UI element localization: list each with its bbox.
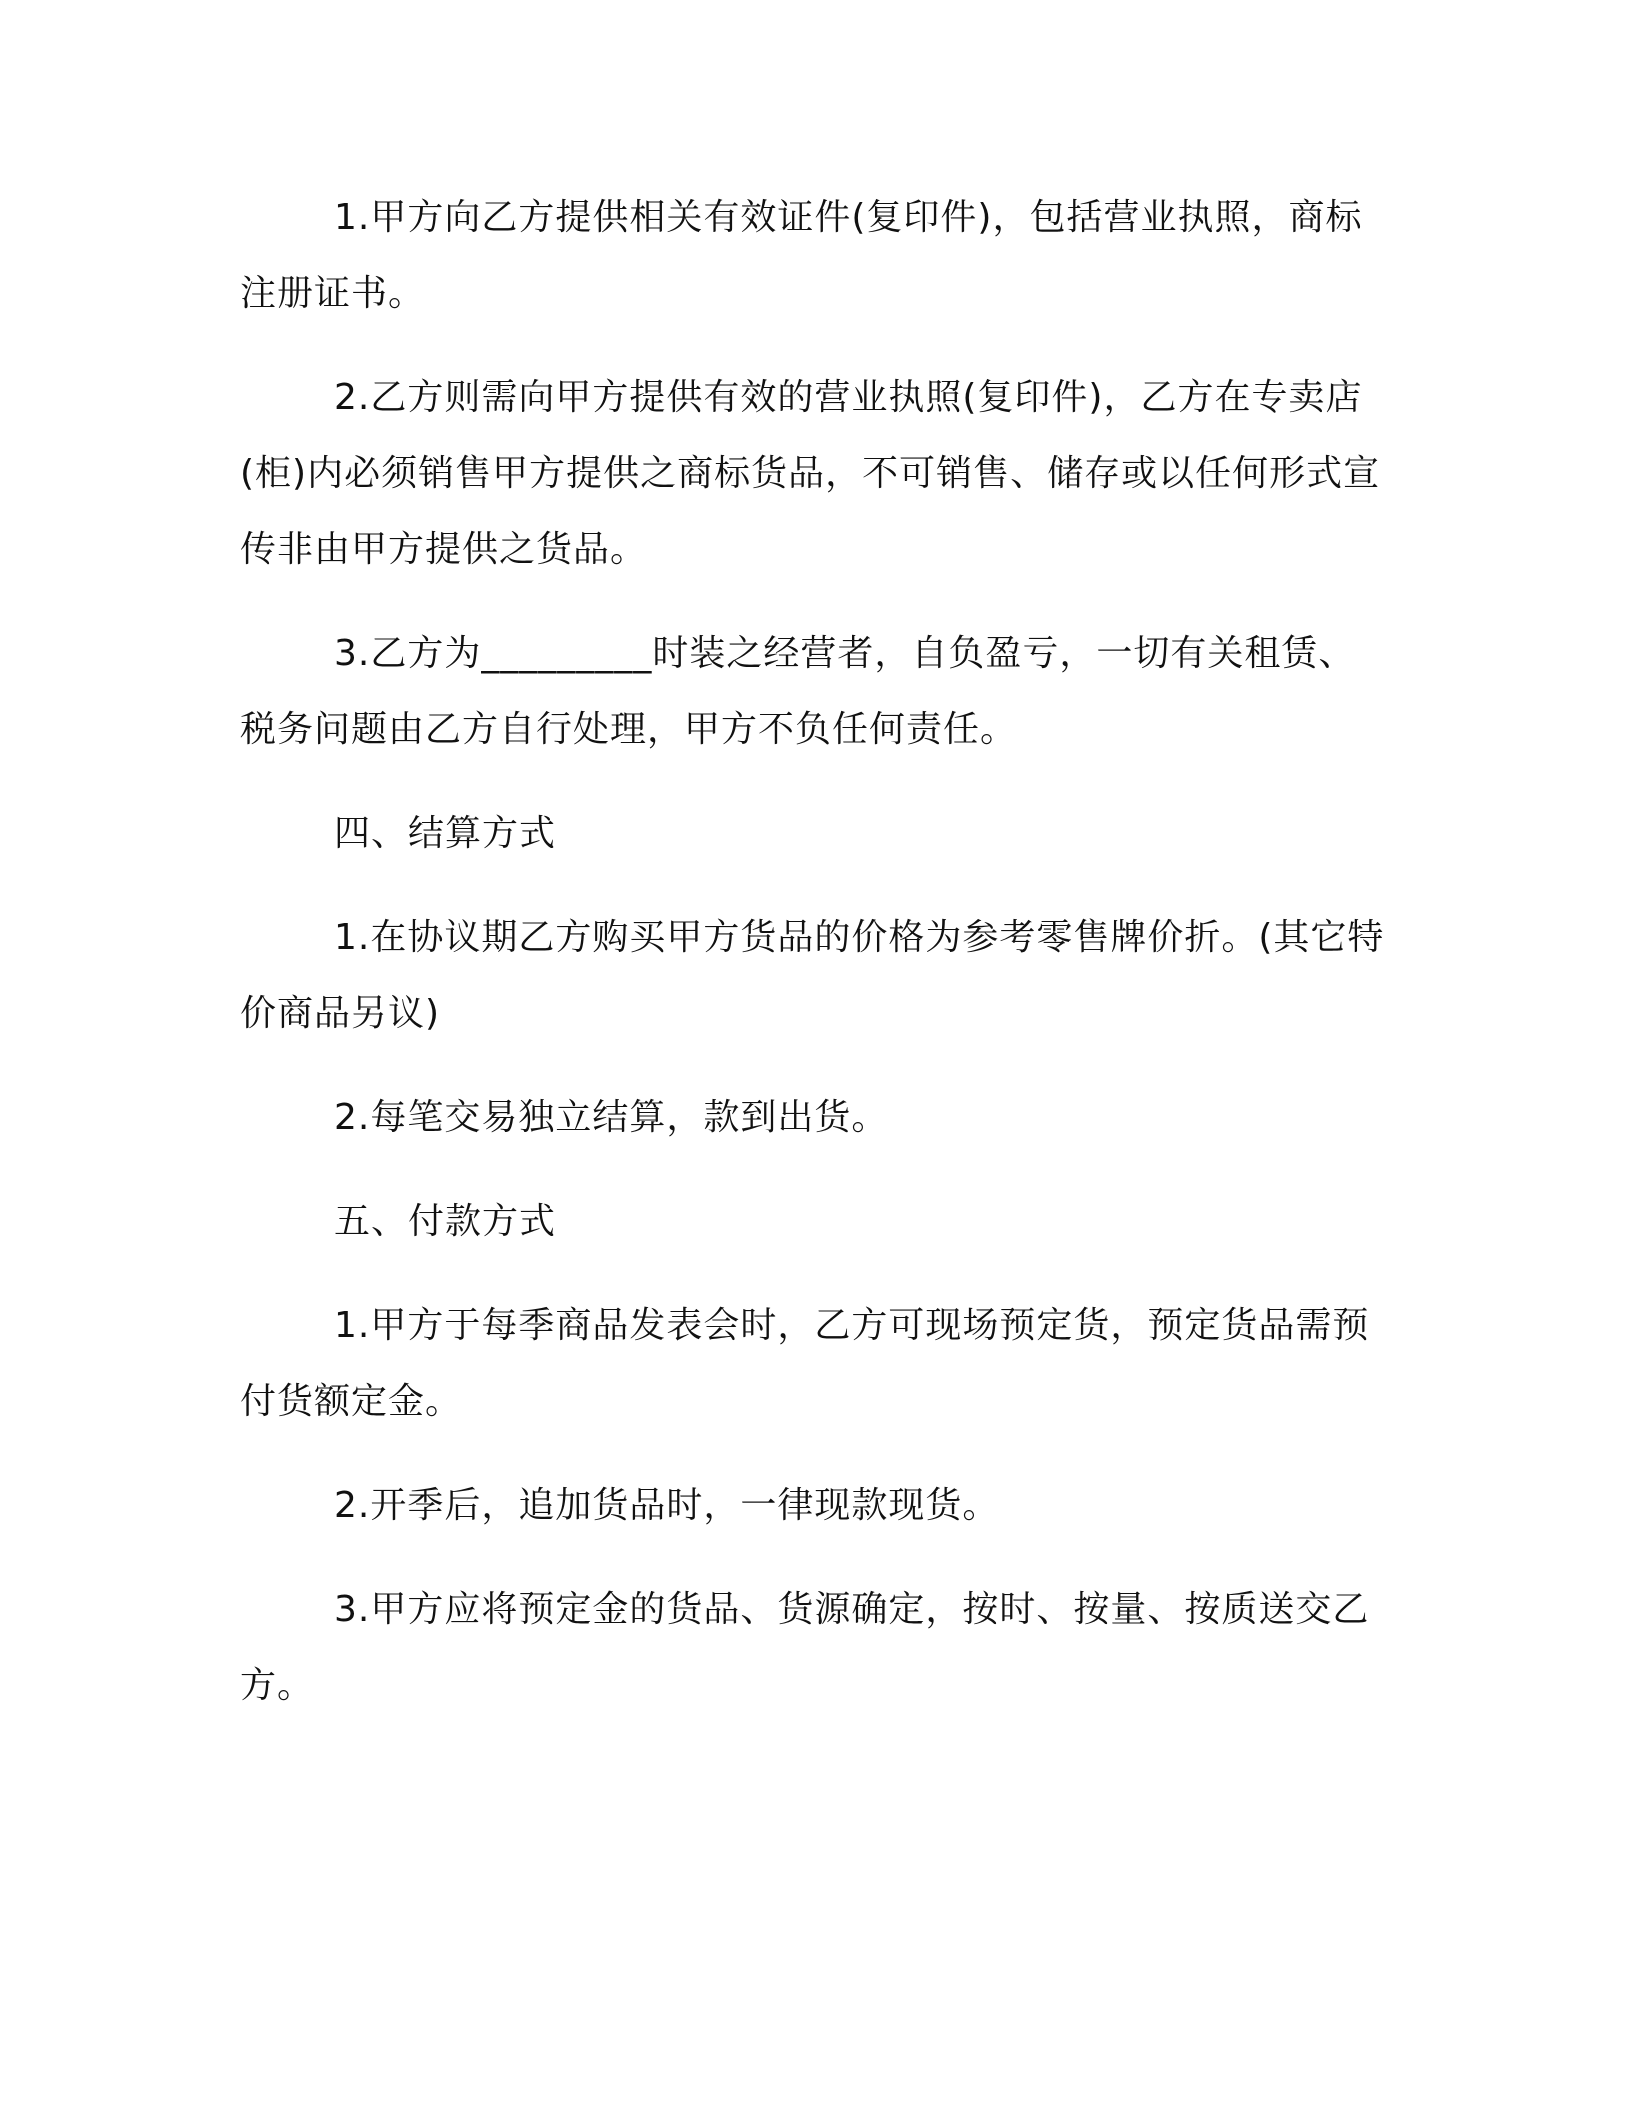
paragraph-gap [240,1052,1390,1080]
document-page [240,180,1390,1724]
paragraph-item: 2.每笔交易独立结算，款到出货。 [334,1097,889,1138]
paragraph-item: 2.开季后，追加货品时，一律现款现货。 [334,1485,1000,1526]
paragraph-item: 2.乙方则需向甲方提供有效的营业执照(复印件)，乙方在专卖店(柜)内必须销售甲方提供之商标货品，不可销售、储存或以任何形式宣传非由甲方提供之货品。 [240,377,1381,570]
paragraph-gap [240,1544,1390,1572]
paragraph-gap [240,1260,1390,1288]
paragraph-gap [240,332,1390,360]
paragraph-item: 1.在协议期乙方购买甲方货品的价格为参考零售牌价折。(其它特价商品另议) [240,917,1385,1034]
paragraph-item: 3.甲方应将预定金的货品、货源确定，按时、按量、按质送交乙方。 [240,1589,1370,1706]
paragraph-gap [240,1440,1390,1468]
paragraph-gap [240,1156,1390,1184]
section-heading: 五、付款方式 [334,1201,557,1242]
paragraph-item: 1.甲方向乙方提供相关有效证件(复印件)，包括营业执照，商标注册证书。 [240,197,1363,314]
paragraph-item: 3.乙方为_________时装之经营者，自负盈亏，一切有关租赁、税务问题由乙方自行处理，甲方不负任何责任。 [240,633,1356,750]
paragraph-item: 1.甲方于每季商品发表会时，乙方可现场预定货，预定货品需预付货额定金。 [240,1305,1370,1422]
paragraph-gap [240,872,1390,900]
section-heading: 四、结算方式 [334,813,557,854]
paragraph-gap [240,588,1390,616]
paragraph-gap [240,768,1390,796]
